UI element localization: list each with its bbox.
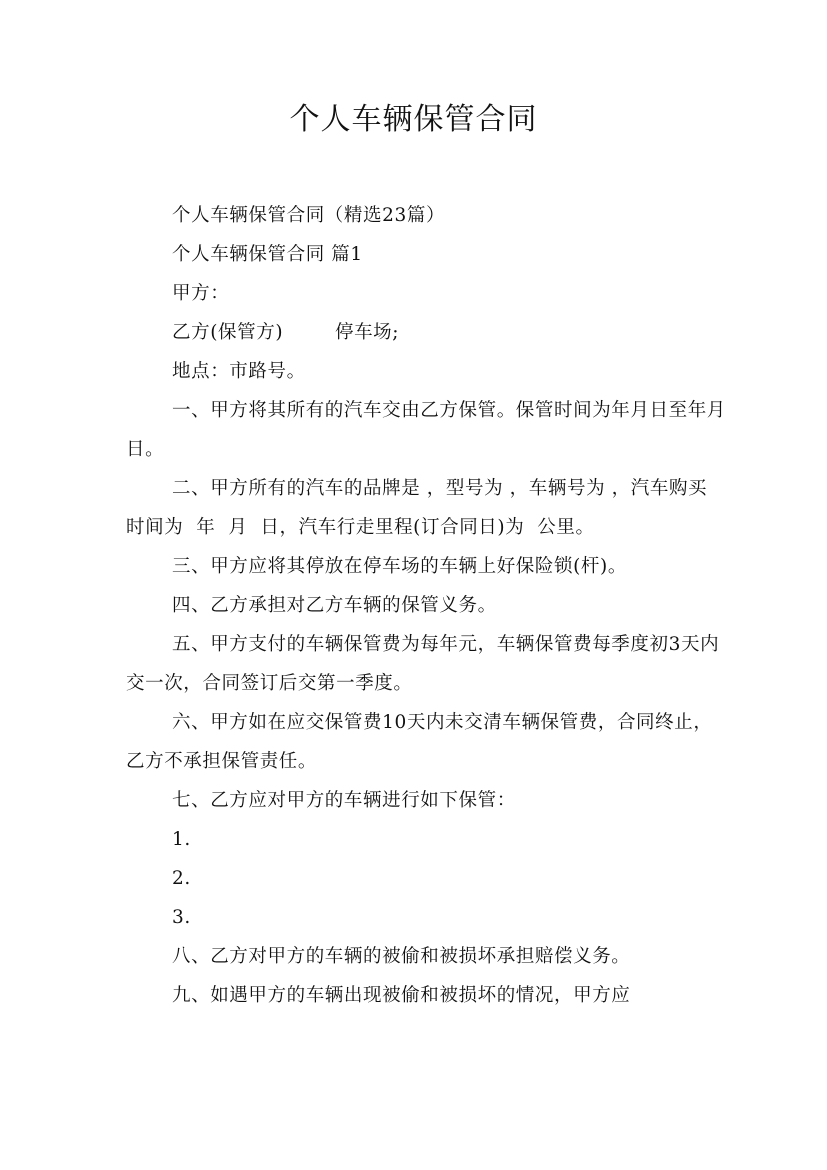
paragraph-location: 地点：市路号。 — [172, 361, 306, 382]
document-title: 个人车辆保管合同 — [289, 102, 538, 137]
clause-9: 九、如遇甲方的车辆出现被偷和被损坏的情况，甲方应 — [172, 985, 631, 1006]
clause-3: 三、甲方应将其停放在停车场的车辆上好保险锁(杆)。 — [172, 556, 627, 577]
clause-4: 四、乙方承担对乙方车辆的保管义务。 — [172, 595, 497, 616]
clause-1: 一、甲方将其所有的汽车交由乙方保管。保管时间为年月日至年月日。 — [126, 400, 726, 460]
paragraph-party-b: 乙方(保管方) 停车场; — [172, 322, 400, 343]
clause-7-item-2: 2. — [172, 868, 191, 889]
clause-6: 六、甲方如在应交保管费10天内未交清车辆保管费，合同终止，乙方不承担保管责任。 — [126, 712, 713, 772]
clause-7: 七、乙方应对甲方的车辆进行如下保管： — [172, 790, 516, 811]
clause-8: 八、乙方对甲方的车辆的被偷和被损坏承担赔偿义务。 — [172, 946, 631, 967]
clause-7-item-3: 3. — [172, 907, 191, 928]
clause-2: 二、甲方所有的汽车的品牌是 ，型号为 ，车辆号为 ，汽车购买时间为 年 月 日，汽车行走里程(订合同日)为 公里。 — [126, 478, 708, 538]
clause-5: 五、甲方支付的车辆保管费为每年元，车辆保管费每季度初3天内交一次，合同签订后交第一季度。 — [126, 634, 720, 694]
clause-7-item-1: 1. — [172, 829, 191, 850]
paragraph-heading-part1: 个人车辆保管合同 篇1 — [172, 244, 363, 265]
document-body — [126, 196, 726, 1015]
paragraph-heading-collection: 个人车辆保管合同（精选23篇） — [172, 205, 446, 226]
paragraph-party-a: 甲方： — [172, 283, 230, 304]
